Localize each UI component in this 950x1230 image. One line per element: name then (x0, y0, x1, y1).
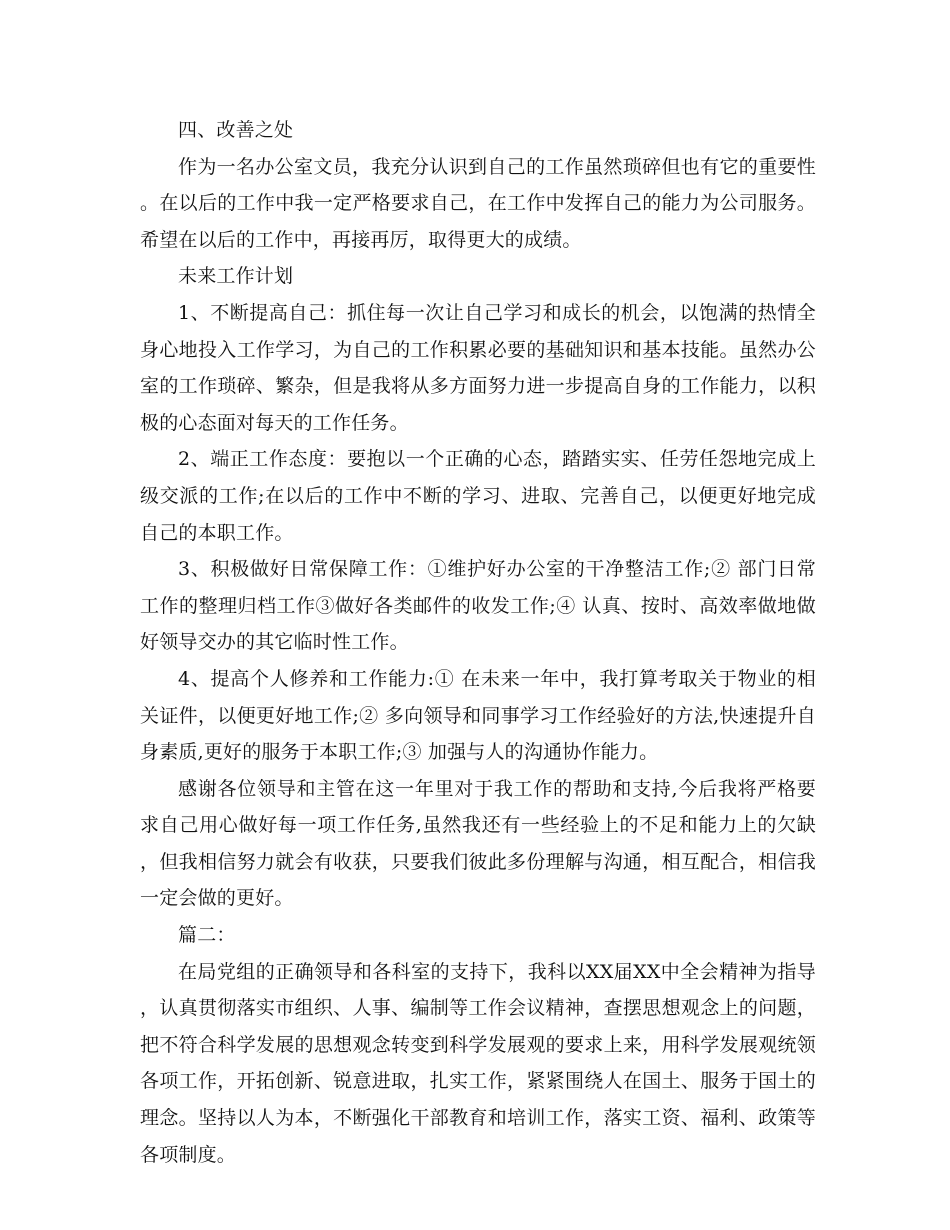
section-heading-part-two: 篇二： (178, 924, 236, 947)
paragraph-plan-item-2: 2、端正工作态度：要抱以一个正确的心态，踏踏实实、任劳任怨地完成上级交派的工作;在以后的工作中不断的学习、进取、完善自己，以便更好地完成自己的本职工作。 (140, 448, 816, 544)
section-heading-future-plan: 未来工作计划 (178, 265, 294, 288)
document-body (140, 112, 816, 1173)
paragraph-part-two: 在局党组的正确领导和各科室的支持下，我科以XX届XX中全会精神为指导，认真贯彻落实市组织、人事、编制等工作会议精神，查摆思想观念上的问题，把不符合科学发展的思想观念转变到科学发展观的要求上来，用科学发展观统领各项工作，开拓创新、锐意进取，扎实工作，紧紧围绕人在国土、服务于国土的理念。坚持以人为本，不断强化干部教育和培训工作，落实工资、福利、政策等各项制度。 (140, 960, 816, 1166)
paragraph-plan-item-1: 1、不断提高自己：抓住每一次让自己学习和成长的机会，以饱满的热情全身心地投入工作学习，为自己的工作积累必要的基础知识和基本技能。虽然办公室的工作琐碎、繁杂，但是我将从多方面努力进一步提高自身的工作能力，以积极的心态面对每天的工作任务。 (140, 301, 816, 434)
paragraph-plan-item-3: 3、积极做好日常保障工作：①维护好办公室的干净整洁工作;② 部门日常工作的整理归档工作③做好各类邮件的收发工作;④ 认真、按时、高效率做地做好领导交办的其它临时性工作。 (140, 558, 816, 654)
paragraph-thanks: 感谢各位领导和主管在这一年里对于我工作的帮助和支持,今后我将严格要求自己用心做好每一项工作任务,虽然我还有一些经验上的不足和能力上的欠缺，但我相信努力就会有收获，只要我们彼此多份理解与沟通，相互配合，相信我一定会做的更好。 (140, 777, 816, 910)
section-heading-improvements: 四、改善之处 (178, 119, 294, 141)
paragraph-improvements: 作为一名办公室文员，我充分认识到自己的工作虽然琐碎但也有它的重要性。在以后的工作中我一定严格要求自己，在工作中发挥自己的能力为公司服务。希望在以后的工作中，再接再厉，取得更大的成绩。 (140, 155, 816, 251)
paragraph-plan-item-4: 4、提高个人修养和工作能力:① 在未来一年中，我打算考取关于物业的相关证件，以便更好地工作;② 多向领导和同事学习工作经验好的方法,快速提升自身素质,更好的服务于本职工作;③ 加强与人的沟通协作能力。 (140, 667, 816, 764)
